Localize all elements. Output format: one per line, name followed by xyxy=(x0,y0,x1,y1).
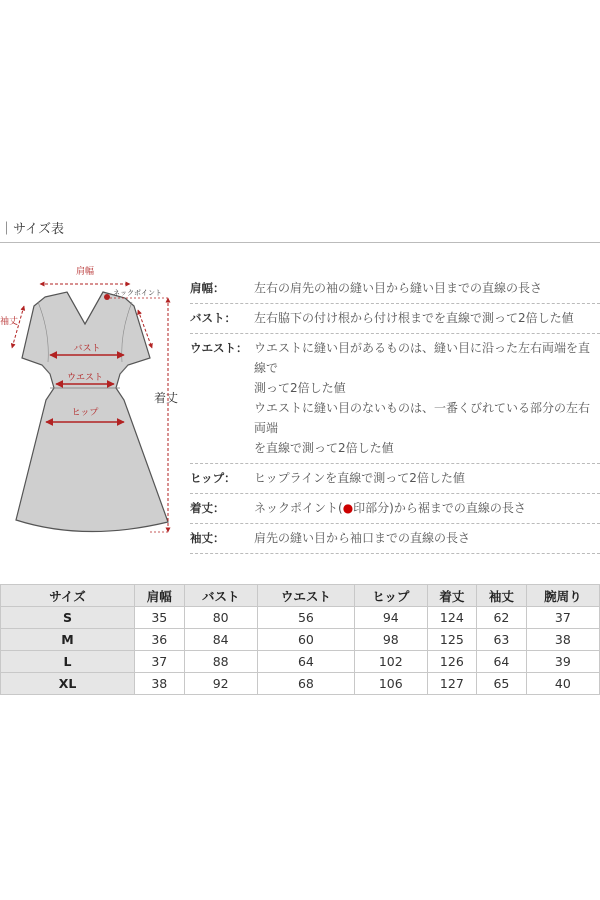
definition-row-hip xyxy=(190,464,600,494)
table-cell: 92 xyxy=(184,673,257,695)
header-sodetake: 袖丈 xyxy=(477,585,527,607)
header-arm-circumference: 腕周り xyxy=(526,585,599,607)
definition-text xyxy=(252,338,600,458)
definition-term: ウエスト： xyxy=(190,341,248,355)
definition-term: 袖丈： xyxy=(190,531,225,545)
definition-text-part: ネックポイント( xyxy=(254,501,343,515)
size-label: M xyxy=(1,629,135,651)
definition-row-katahaba xyxy=(190,274,600,304)
table-row xyxy=(1,651,600,673)
definition-line: ウエストに縫い目があるものは、縫い目に沿った左右両端を直線で xyxy=(254,341,591,375)
table-cell: 98 xyxy=(354,629,427,651)
size-label: L xyxy=(1,651,135,673)
table-cell: 64 xyxy=(477,651,527,673)
section-divider xyxy=(0,242,600,243)
definition-line: を直線で測って2倍した値 xyxy=(254,441,394,455)
definition-row-kitake xyxy=(190,494,600,524)
size-table xyxy=(0,584,600,695)
size-table-header-row xyxy=(1,585,600,607)
definition-line: ウエストに縫い目のないものは、一番くびれている部分の左右両端 xyxy=(254,401,591,435)
table-cell: 68 xyxy=(257,673,354,695)
label-katahaba: 肩幅 xyxy=(75,267,95,277)
table-cell: 65 xyxy=(477,673,527,695)
table-cell: 37 xyxy=(135,651,185,673)
definition-row-bust xyxy=(190,304,600,334)
table-cell: 37 xyxy=(526,607,599,629)
table-cell: 38 xyxy=(135,673,185,695)
table-cell: 88 xyxy=(184,651,257,673)
definition-term: 着丈： xyxy=(190,501,225,515)
table-cell: 60 xyxy=(257,629,354,651)
table-cell: 84 xyxy=(184,629,257,651)
label-hip: ヒップ xyxy=(71,408,99,418)
table-cell: 102 xyxy=(354,651,427,673)
definition-text xyxy=(252,498,600,518)
table-cell: 124 xyxy=(427,607,477,629)
definition-text xyxy=(252,528,600,548)
table-cell: 36 xyxy=(135,629,185,651)
table-cell: 126 xyxy=(427,651,477,673)
label-bust: バスト xyxy=(73,344,101,354)
header-kitake: 着丈 xyxy=(427,585,477,607)
header-katahaba: 肩幅 xyxy=(135,585,185,607)
measurement-definitions xyxy=(190,274,600,554)
neck-point-dot xyxy=(104,294,110,300)
label-kitake: 着丈 xyxy=(154,391,179,405)
table-cell: 127 xyxy=(427,673,477,695)
table-cell: 40 xyxy=(526,673,599,695)
table-cell: 62 xyxy=(477,607,527,629)
definition-line: 肩先の縫い目から袖口までの直線の長さ xyxy=(254,531,471,545)
table-cell: 94 xyxy=(354,607,427,629)
definition-text xyxy=(252,468,600,488)
label-waist: ウエスト xyxy=(66,373,104,383)
table-cell: 35 xyxy=(135,607,185,629)
table-cell: 38 xyxy=(526,629,599,651)
table-row xyxy=(1,607,600,629)
table-cell: 39 xyxy=(526,651,599,673)
definition-row-waist xyxy=(190,334,600,464)
red-dot-mark: ● xyxy=(342,501,354,515)
definition-term: 肩幅： xyxy=(190,281,225,295)
table-row xyxy=(1,629,600,651)
definition-term: バスト： xyxy=(190,311,236,325)
table-cell: 63 xyxy=(477,629,527,651)
size-label: S xyxy=(1,607,135,629)
definition-text xyxy=(252,278,600,298)
definition-line: 左右の肩先の袖の縫い目から縫い目までの直線の長さ xyxy=(254,281,543,295)
table-cell: 80 xyxy=(184,607,257,629)
table-cell: 106 xyxy=(354,673,427,695)
header-bust: バスト xyxy=(184,585,257,607)
definition-text-part: 印部分)から裾までの直線の長さ xyxy=(353,501,526,515)
definition-row-sodetake xyxy=(190,524,600,554)
header-size: サイズ xyxy=(1,585,135,607)
definition-line: ヒップラインを直線で測って2倍した値 xyxy=(254,471,465,485)
header-waist: ウエスト xyxy=(257,585,354,607)
definition-line: 左右脇下の付け根から付け根までを直線で測って2倍した値 xyxy=(254,311,574,325)
table-row xyxy=(1,673,600,695)
size-label: XL xyxy=(1,673,135,695)
dress-measurement-diagram xyxy=(0,262,190,552)
section-title: ｜サイズ表 xyxy=(0,222,64,237)
table-cell: 64 xyxy=(257,651,354,673)
table-cell: 125 xyxy=(427,629,477,651)
header-hip: ヒップ xyxy=(354,585,427,607)
label-sodetake: 袖丈 xyxy=(0,317,19,327)
definition-text xyxy=(252,308,600,328)
definition-line: 測って2倍した値 xyxy=(254,381,346,395)
definition-term: ヒップ： xyxy=(190,471,236,485)
label-neck-point: ネックポイント xyxy=(113,289,162,297)
table-cell: 56 xyxy=(257,607,354,629)
